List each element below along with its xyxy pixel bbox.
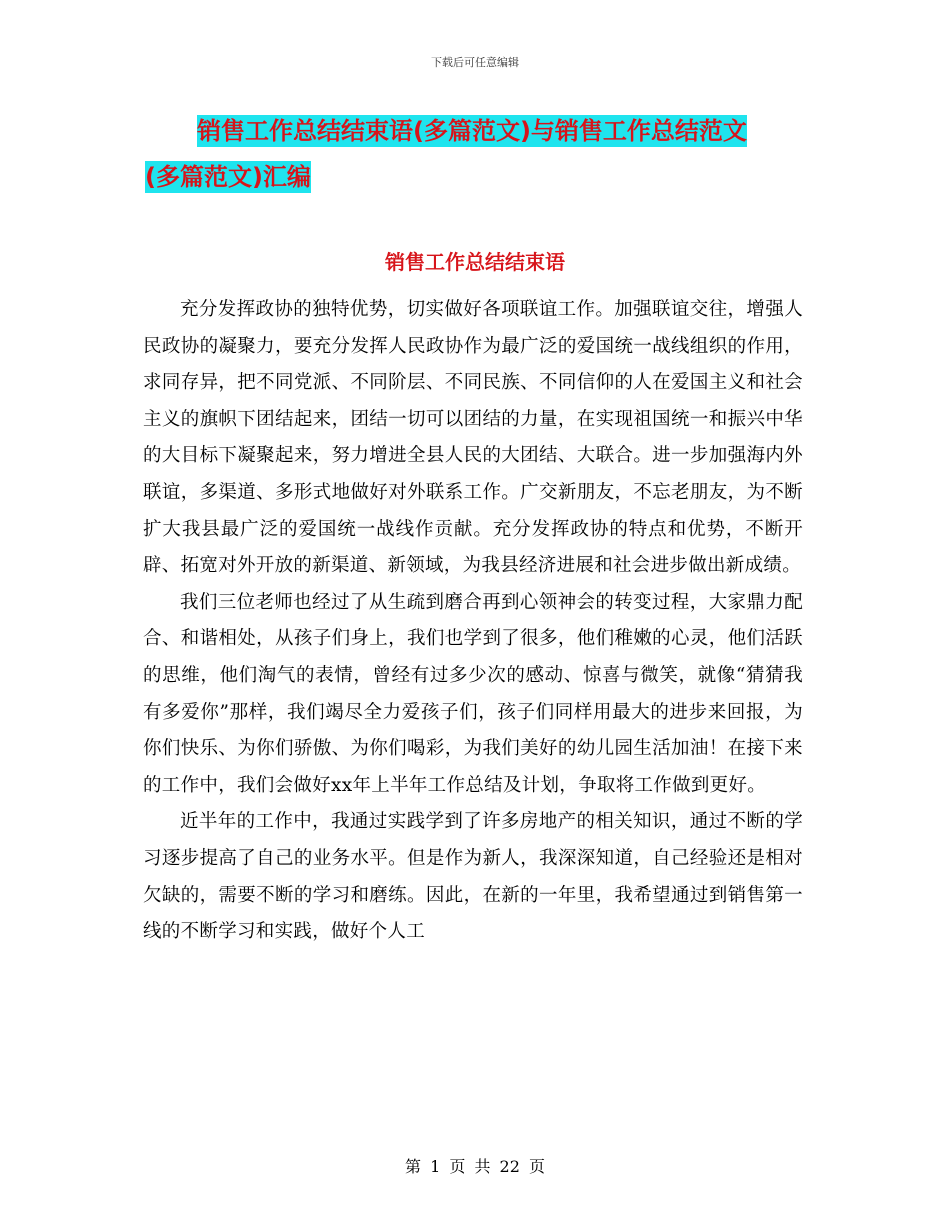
paragraph-1: 充分发挥政协的独特优势，切实做好各项联谊工作。加强联谊交往，增强人民政协的凝聚力，要充分发挥人民政协作为最广泛的爱国统一战线组织的作用，求同存异，把不同党派、不同阶层、不同民族、不同信仰的人在爱国主义和社会主义的旗帜下团结起来，团结一切可以团结的力量，在实现祖国统一和振兴中华的大目标下凝聚起来，努力增进全县人民的大团结、大联合。进一步加强海内外联谊，多渠道、多形式地做好对外联系工作。广交新朋友，不忘老朋友，为不断扩大我县最广泛的爱国统一战线作贡献。充分发挥政协的特点和优势，不断开辟、拓宽对外开放的新渠道、新领域，为我县经济进展和社会进步做出新成绩。 (143, 299, 803, 577)
header-note: 下载后可任意编辑 (431, 56, 519, 69)
title-line-1-text: 销售工作总结结束语(多篇范文)与销售工作总结范文 (197, 117, 747, 145)
paragraph-3: 近半年的工作中，我通过实践学到了许多房地产的相关知识，通过不断的学习逐步提高了自己的业务水平。但是作为新人，我深深知道，自己经验还是相对欠缺的，需要不断的学习和磨练。因此，在新的一年里，我希望通过到销售第一线的不断学习和实践，做好个人工 (143, 811, 803, 943)
document-title (145, 108, 805, 200)
title-line-2-text: (多篇范文)汇编 (145, 163, 311, 191)
title-line-2 (145, 154, 805, 200)
page-number: 第 1 页 共 22 页 (405, 1157, 545, 1176)
paragraph-2: 我们三位老师也经过了从生疏到磨合再到心领神会的转变过程，大家鼎力配合、和谐相处，从孩子们身上，我们也学到了很多，他们稚嫩的心灵，他们活跃的思维，他们淘气的表情，曾经有过多少次的感动、惊喜与微笑，就像“猜猜我有多爱你”那样，我们竭尽全力爱孩子们，孩子们同样用最大的进步来回报，为你们快乐、为你们骄傲、为你们喝彩，为我们美好的幼儿园生活加油！在接下来的工作中，我们会做好xx年上半年工作总结及计划，争取将工作做到更好。 (143, 591, 803, 796)
title-line-1 (145, 108, 805, 154)
section-heading: 销售工作总结结束语 (385, 250, 565, 274)
body-text (143, 292, 803, 951)
